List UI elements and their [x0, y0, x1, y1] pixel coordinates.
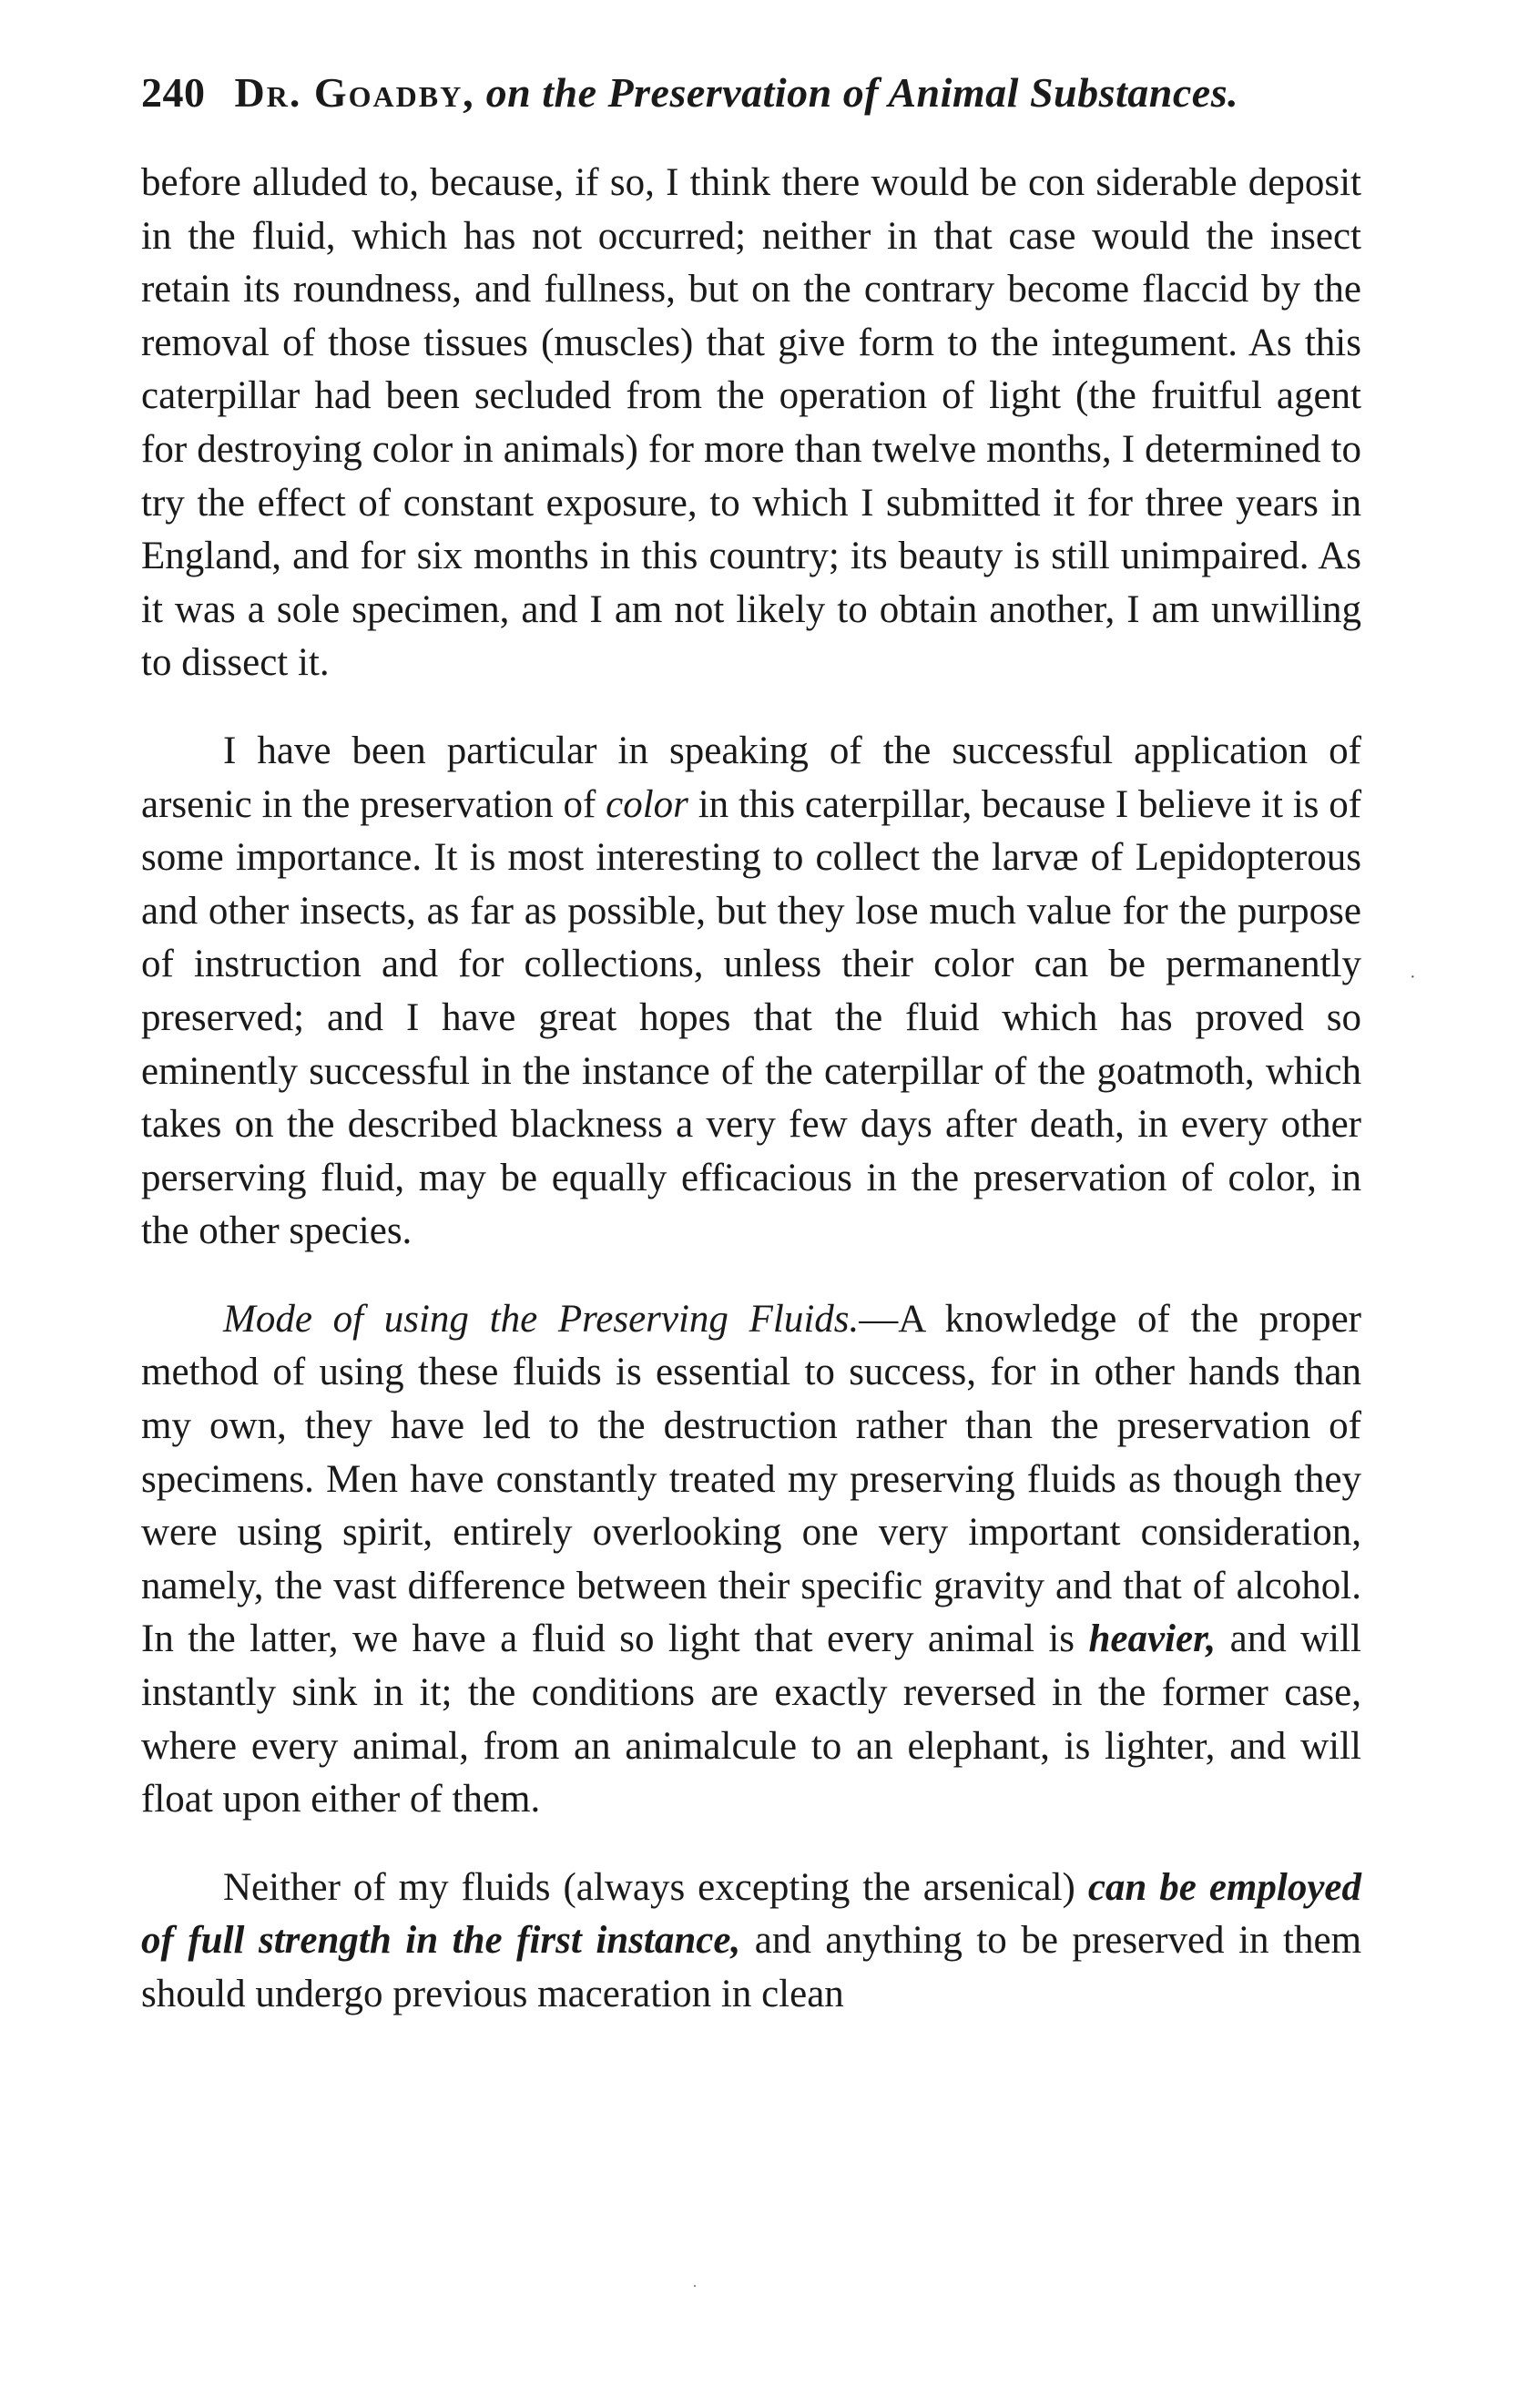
paragraph-4-italic: can be employed of full strength in the first instance,: [141, 1865, 1361, 1963]
paragraph-3: [141, 1293, 1361, 1827]
header-title: on the Preservation of Animal Substances.: [485, 69, 1239, 116]
page-number: 240: [141, 69, 206, 116]
paragraph-1: [141, 157, 1361, 690]
paragraph-1-text: before alluded to, because, if so, I think there would be con siderable deposit in the fluid, which has not occurred; neither in that case would the insect retain its roundness, and fullness, but on the contrary become flaccid by the removal of those tissues (muscles) that give form to the integument. As this caterpillar had been secluded from the operation of light (the fruitful agent for destroying color in animals) for more than twelve months, I determined to try the effect of constant exposure, to which I submitted it for three years in England, and for six months in this country; its beauty is still unimpaired. As it was a sole specimen, and I am not likely to obtain another, I am unwilling to dissect it.: [141, 161, 1361, 685]
margin-speck: ·: [1410, 967, 1416, 987]
paragraph-2-text-a: I have been particular in speaking of the successful application of arsenic in the preservation of: [141, 729, 1361, 826]
paragraph-2-italic: color: [606, 782, 688, 826]
running-head: [141, 66, 1361, 120]
section-heading: Mode of using the Preserving Fluids.: [223, 1297, 860, 1341]
paragraph-2: [141, 725, 1361, 1259]
paragraph-4-text-b: and anything to be preserved in them should undergo previous maceration in clean: [141, 1919, 1362, 2015]
paragraph-3-text-a: —A knowledge of the proper method of using these fluids is essential to success, for in other hands than my own, they have led to the destruction rather than the preservation of specimens. Men have constantly treated my preserving fluids as though they were using spirit, entirely overlooking one very important consideration, namely, the vast difference between their specific gravity and that of alcohol. In the latter, we have a fluid so light that every animal is: [141, 1297, 1361, 1661]
body-text: [141, 157, 1361, 2056]
paragraph-3-italic: heavier,: [1088, 1617, 1217, 1661]
paragraph-3-text-b: and will instantly sink in it; the conditions are exactly reversed in the former case, where every animal, from an animalcule to an elephant, is lighter, and will float upon either of them.: [141, 1617, 1362, 1821]
paragraph-4-text-a: Neither of my fluids (always excepting the arsenical): [223, 1865, 1075, 1909]
paragraph-4: [141, 1862, 1361, 2022]
header-author: Dr. Goadby,: [234, 69, 475, 116]
paragraph-2-text-b: in this caterpillar, because I believe it is of some importance. It is most interesting to collect the larvæ of Lepidopterous and other insects, as far as possible, but they lose much value for the purpose of instruction and for collections, unless their color can be permanently preserved; and I have great hopes that the fluid which has proved so eminently successful in the instance of the caterpillar of the goatmoth, which takes on the described blackness a very few days after death, in every other perserving fluid, may be equally efficacious in the preservation of color, in the other species.: [141, 782, 1362, 1253]
footer-speck: ·: [692, 2277, 698, 2295]
